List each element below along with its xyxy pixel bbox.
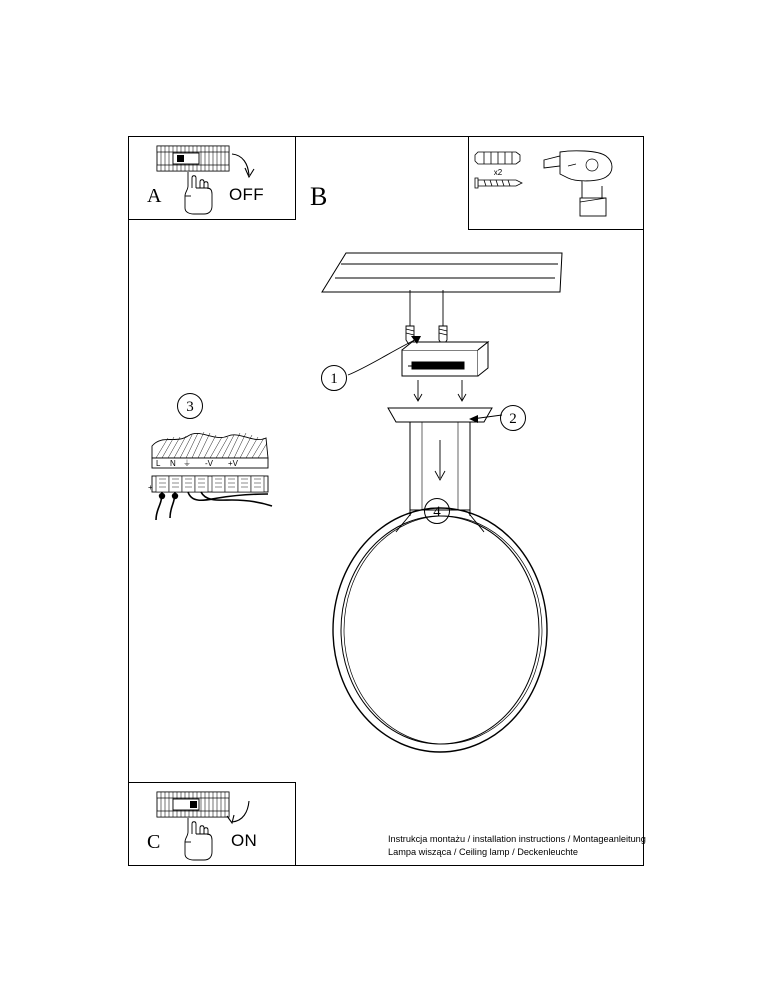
- arrow-down-icon: [232, 154, 254, 177]
- circuit-breaker-switch-off-icon: [157, 146, 229, 171]
- ring-luminaire: [333, 508, 547, 752]
- terminal-mark-plus: +: [148, 483, 153, 492]
- wire-ferrules: [159, 493, 178, 499]
- step-c-illustration: [144, 788, 294, 862]
- wiring-diagram: [140, 424, 300, 534]
- tools-illustration: [472, 140, 642, 228]
- step-a-action-label: OFF: [229, 185, 264, 204]
- product-assembly-illustration: [300, 240, 630, 780]
- callout-1: 1: [321, 365, 347, 391]
- callout-2-leader: [466, 405, 506, 429]
- terminal-label-ground: ⏚: [183, 459, 191, 468]
- hand-pointing-icon: [185, 818, 212, 860]
- assembly-direction-arrows: [414, 380, 466, 401]
- callout-1-leader: [345, 330, 425, 380]
- callout-2: 2: [500, 405, 526, 431]
- power-drill-icon: [544, 151, 612, 216]
- callout-4: 4: [424, 498, 450, 524]
- terminal-label-minus-v: -V: [205, 459, 213, 468]
- footer-line-2: Lampa wisząca / Ceiling lamp / Deckenleuchte: [388, 847, 578, 857]
- terminal-label-N: N: [170, 459, 176, 468]
- ceiling-surface: [322, 253, 562, 292]
- circuit-breaker-switch-on-icon: [157, 792, 229, 817]
- terminal-label-L: L: [156, 459, 161, 468]
- screw-icon: [475, 178, 522, 188]
- wall-plug-icon: [475, 152, 520, 164]
- arrow-up-icon: [227, 801, 249, 823]
- step-a-letter: A: [147, 185, 162, 207]
- callout-3: 3: [177, 393, 203, 419]
- hand-pointing-icon: [185, 172, 212, 214]
- step-c-letter: C: [147, 831, 161, 853]
- step-c-action-label: ON: [231, 831, 258, 850]
- step-a-illustration: [144, 142, 294, 216]
- step-b-letter: B: [310, 182, 328, 211]
- tools-quantity-label: x2: [493, 168, 503, 177]
- footer-line-1: Instrukcja montażu / installation instructions / Montageanleitung: [388, 834, 646, 844]
- terminal-label-plus-v: +V: [228, 459, 239, 468]
